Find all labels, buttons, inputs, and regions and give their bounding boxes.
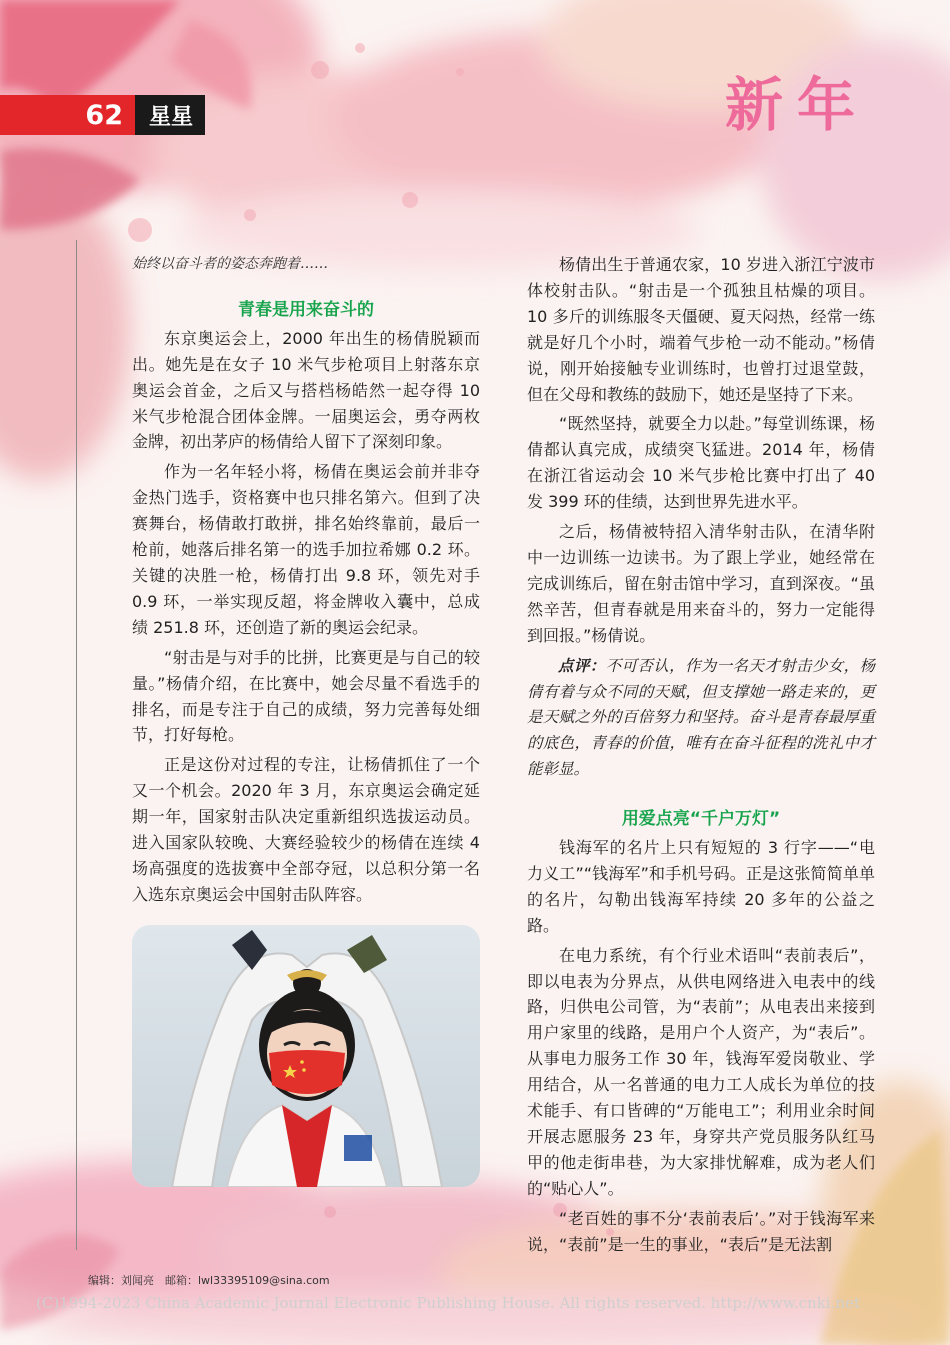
editor-comment <box>527 653 875 784</box>
athlete-photo <box>132 925 480 1187</box>
paragraph: “射击是与对手的比拼，比赛更是与自己的较量。”杨倩介绍，在比赛中，她会尽量不看选手的排名，而是专注于自己的成绩，努力完善每处细节，打好每枪。 <box>132 647 480 745</box>
paragraph: “既然坚持，就要全力以赴。”每堂训练课，杨倩都认真完成，成绩突飞猛进。2014 年，杨倩在浙江省运动会 10 米气步枪比赛中打出了 40 发 399 环的佳绩，达到世界先进水平。 <box>527 414 875 512</box>
lead-line: 始终以奋斗者的姿态奔跑着…… <box>132 256 328 272</box>
paragraph: 在电力系统，有个行业术语叫“表前表后”，即以电表为分界点，从供电网络进入电表中的线路，归供电公司管，为“表前”；从电表出来接到用户家里的线路，是用户个人资产，为“表后”。从事电力服务工作 30 年，钱海军爱岗敬业、学用结合，从一名普通的电力工人成长为单位的技术能手、有口皆碑的“万能电工”；利用业余时间开展志愿服务 23 年，身穿共产党员服务队红马甲的他走街串巷，为大家排忧解难，成为老人们的“贴心人”。 <box>527 945 875 1198</box>
paragraph: 东京奥运会上，2000 年出生的杨倩脱颖而出。她先是在女子 10 米气步枪项目上射落东京奥运会首金，之后又与搭档杨皓然一起夺得 10 米气步枪混合团体金牌。一届奥运会，勇夺两枚金牌，初出茅庐的杨倩给人留下了深刻印象。 <box>132 328 480 452</box>
paragraph: “老百姓的事不分‘表前表后’。”对于钱海军来说，“表前”是一生的事业，“表后”是无法割 <box>527 1208 875 1254</box>
section-heading-youth: 青春是用来奋斗的 <box>238 299 374 320</box>
page-number: 62 <box>0 95 135 135</box>
paragraph: 作为一名年轻小将，杨倩在奥运会前并非夺金热门选手，资格赛中也只排名第六。但到了决赛舞台，杨倩敢打敢拼，排名始终靠前，最后一枪前，她落后排名第一的选手加拉希娜 0.2 环。关键的决胜一枪，杨倩打出 9.8 环，领先对手 0.9 环，一举实现反超，将金牌收入囊中，总成绩 251.8 环，还创造了新的奥运会纪录。 <box>132 462 480 637</box>
paragraph: 钱海军的名片上只有短短的 3 行字——“电力义工”“钱海军”和手机号码。正是这张简简单单的名片，勾勒出钱海军持续 20 多年的公益之路。 <box>527 838 875 935</box>
left-column <box>132 252 480 908</box>
section-title: 星星 <box>135 95 205 135</box>
new-year-stamp: 新年 <box>725 71 870 139</box>
section-heading-lights: 用爱点亮“千户万灯” <box>621 809 781 830</box>
right-column <box>527 252 875 1258</box>
comment-label: 点评： <box>558 655 606 675</box>
paragraph: 之后，杨倩被特招入清华射击队，在清华附中一边训练一边读书。为了跟上学业，她经常在完成训练后，留在射击馆中学习，直到深夜。“虽然辛苦，但青春就是用来奋斗的，努力一定能得到回报。”杨倩说。 <box>527 522 875 645</box>
comment-text: 不可否认，作为一名天才射击少女，杨倩有着与众不同的天赋，但支撑她一路走来的，更是天赋之外的百倍努力和坚持。奋斗是青春最厚重的底色，青春的价值，唯有在奋斗征程的洗礼中才能彰显。 <box>527 656 875 779</box>
copyright-watermark: (C)1994-2023 China Academic Journal Electronic Publishing House. All rights reserved. http://www.cnki.net <box>36 1294 860 1312</box>
athlete-illustration <box>132 925 480 1187</box>
editor-info: 编辑：刘闻亮 邮箱：lwl33395109@sina.com <box>88 1274 330 1287</box>
column-rule <box>76 240 77 1250</box>
paragraph: 杨倩出生于普通农家，10 岁进入浙江宁波市体校射击队。“射击是一个孤独且枯燥的项目。10 多斤的训练服冬天僵硬、夏天闷热，经常一练就是好几个小时，端着气步枪一动不能动。”杨倩说，刚开始接触专业训练时，也曾打过退堂鼓，但在父母和教练的鼓励下，她还是坚持了下来。 <box>527 255 875 404</box>
page-header-bar <box>0 95 205 135</box>
paragraph: 正是这份对过程的专注，让杨倩抓住了一个又一个机会。2020 年 3 月，东京奥运会确定延期一年，国家射击队决定重新组织选拔运动员。进入国家队较晚、大赛经验较少的杨倩在连续 4 场高强度的选拔赛中全部夺冠，以总积分第一名入选东京奥运会中国射击队阵容。 <box>132 755 480 904</box>
